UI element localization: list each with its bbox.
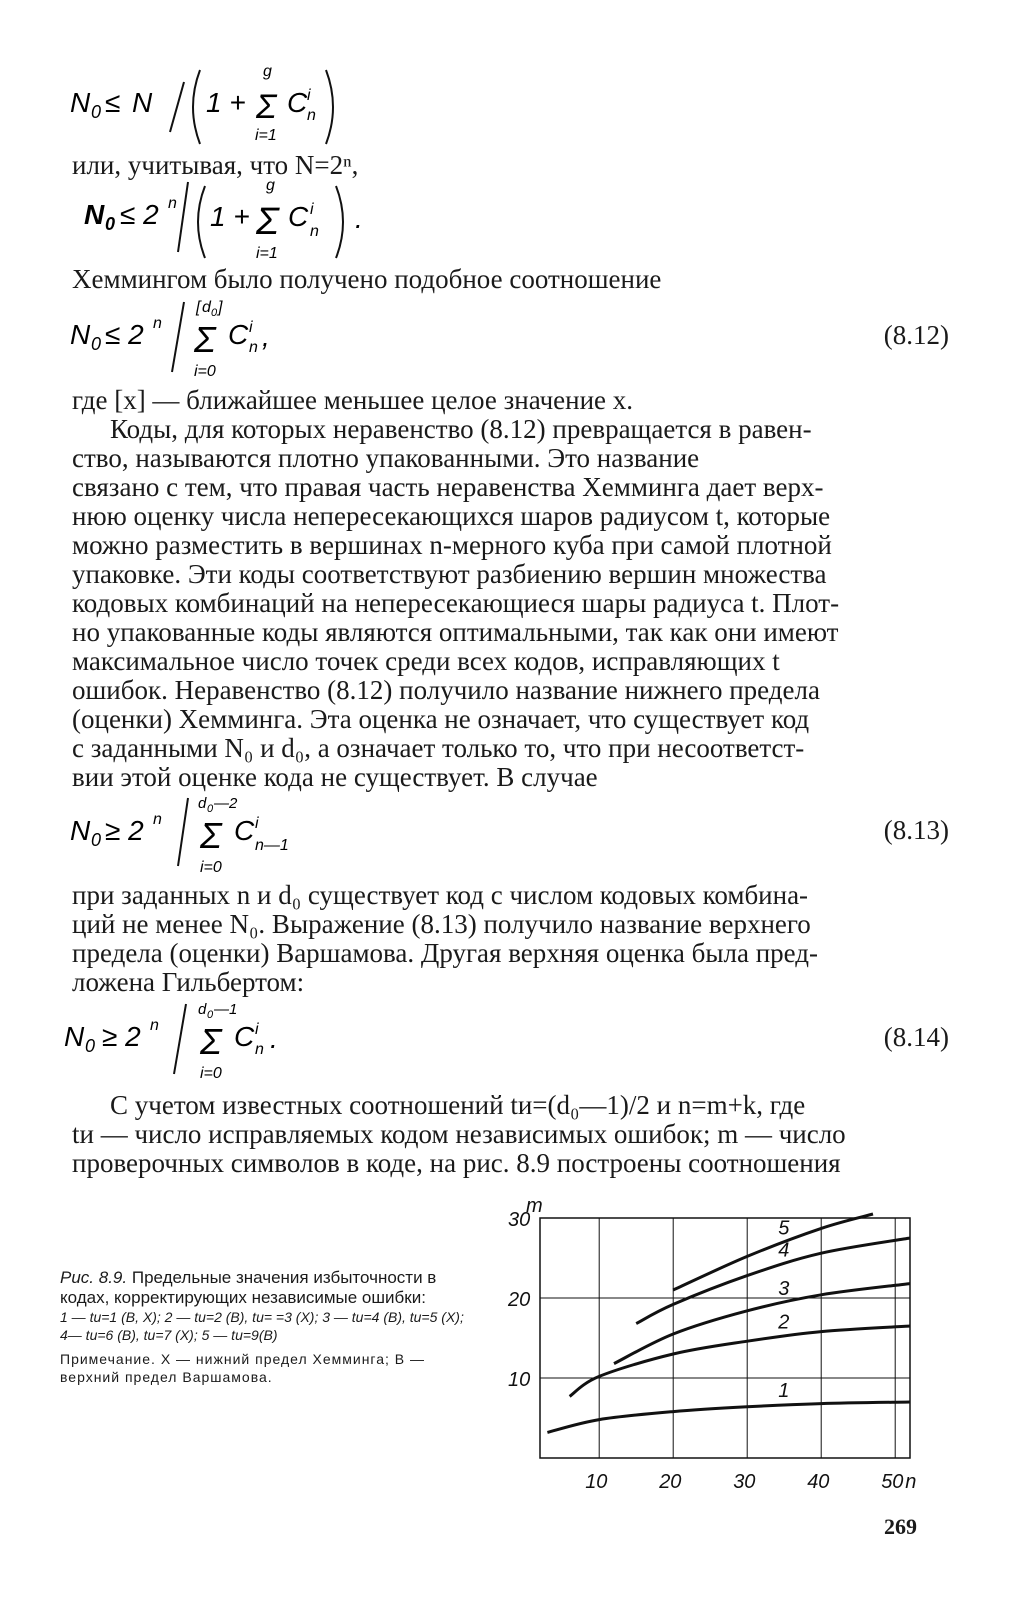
series-label-4: 4 [778, 1239, 790, 1262]
svg-text:—1: —1 [214, 1001, 238, 1018]
svg-text:n: n [249, 339, 258, 356]
series-line-4 [636, 1238, 910, 1324]
formula-5 [60, 996, 380, 1094]
svg-text:[: [ [196, 299, 201, 316]
svg-text:N: N [70, 815, 91, 846]
y-tick-label: 30 [508, 1209, 531, 1231]
svg-text:n: n [310, 223, 319, 240]
svg-text:i=0: i=0 [200, 859, 222, 876]
para1-line: упаковке. Эти коды соответствуют разбиению вершин множества [72, 559, 827, 589]
formula-5-render [60, 996, 380, 1086]
x-tick-label: 20 [659, 1471, 682, 1493]
svg-text:N: N [64, 1021, 85, 1052]
chart-series [547, 1214, 910, 1432]
equation-number-8-13: (8.13) [883, 815, 949, 845]
text-line-3: где [x] — ближайшее меньшее целое значение x. [72, 385, 634, 415]
formula-1 [60, 60, 360, 163]
svg-text:≤ 2: ≤ 2 [120, 199, 159, 230]
para2-line: при заданных n и d₀ существует код с числом кодовых комбина- [72, 880, 809, 910]
svg-text:n: n [153, 315, 162, 332]
svg-text:1 +: 1 + [210, 201, 250, 232]
y-tick-label: 10 [508, 1369, 531, 1391]
svg-text:C: C [234, 815, 255, 846]
svg-text:≥ 2: ≥ 2 [105, 815, 144, 846]
svg-text:i=0: i=0 [200, 1065, 222, 1082]
svg-text:n: n [255, 1041, 264, 1058]
series-label-2: 2 [778, 1311, 790, 1334]
svg-text:g: g [263, 63, 272, 80]
svg-text:C: C [228, 319, 249, 350]
text-line-2: Хеммингом было получено подобное соотношение [72, 264, 662, 294]
para1-line: Коды, для которых неравенство (8.12) превращается в равен- [110, 414, 812, 444]
equation-number-8-12: (8.12) [883, 320, 949, 350]
svg-text:Σ: Σ [256, 201, 279, 243]
svg-text:i=1: i=1 [255, 127, 277, 144]
svg-text:Σ: Σ [256, 88, 277, 126]
para1-line: ошибок. Неравенство (8.12) получило название нижнего предела [72, 675, 820, 705]
svg-text:Σ: Σ [200, 815, 222, 856]
formula-4 [60, 790, 380, 888]
caption-note: Примечание. Х — нижний предел Хемминга; В — верхний предел Варшамова. [60, 1351, 426, 1385]
series-line-1 [547, 1402, 910, 1432]
svg-text:0: 0 [207, 803, 214, 815]
para1-line: ство, называются плотно упакованными. Это название [72, 443, 700, 473]
svg-text:i: i [310, 201, 314, 218]
para1-line: связано с тем, что правая часть неравенства Хемминга дает верх- [72, 472, 824, 502]
svg-text:0: 0 [91, 102, 102, 122]
redundancy-chart [490, 1190, 930, 1500]
svg-text:N: N [70, 319, 91, 350]
svg-text:i: i [249, 319, 253, 336]
para1-line: нюю оценку числа непересекающихся шаров радиусом t, которые [72, 501, 831, 531]
svg-text:N: N [84, 199, 105, 230]
formula-2-render [60, 172, 380, 267]
para3-line: С учетом известных соотношений tи=(d₀—1)/2 и n=m+k, где [110, 1090, 806, 1120]
svg-text:0: 0 [85, 1036, 96, 1056]
svg-text:≤ 2: ≤ 2 [105, 319, 144, 350]
x-tick-label: 40 [807, 1471, 830, 1493]
svg-text:i=0: i=0 [194, 363, 216, 380]
formula-3 [60, 294, 360, 392]
chart-tick-labels [507, 1195, 916, 1493]
para1-line: вии этой оценке кода не существует. В случае [72, 762, 598, 792]
series-line-5 [673, 1214, 873, 1290]
svg-text:i: i [255, 1021, 259, 1038]
svg-text:N: N [70, 87, 91, 118]
svg-text:.: . [270, 1023, 278, 1054]
svg-text:n: n [153, 811, 162, 828]
chart-frame [540, 1218, 910, 1458]
svg-text:0: 0 [207, 1009, 214, 1021]
para1-line: но упакованные коды являются оптимальными, так как они имеют [72, 617, 839, 647]
series-label-5: 5 [778, 1217, 790, 1240]
para1-line: (оценки) Хемминга. Эта оценка не означает, что существует код [72, 704, 810, 734]
svg-text:0: 0 [91, 334, 102, 354]
svg-text:≥ 2: ≥ 2 [102, 1021, 141, 1052]
svg-text:]: ] [218, 299, 223, 316]
caption-title: Рис. 8.9. [60, 1268, 128, 1287]
svg-text:N: N [132, 87, 153, 118]
svg-text:n: n [307, 107, 316, 124]
formula-2 [60, 172, 380, 275]
svg-text:0: 0 [211, 307, 218, 319]
para2-line: ций не менее N₀. Выражение (8.13) получило название верхнего [72, 909, 811, 939]
chart-grid [540, 1218, 910, 1458]
svg-text:,: , [262, 321, 270, 352]
svg-text:Σ: Σ [200, 1021, 222, 1062]
series-label-3: 3 [778, 1277, 790, 1300]
para2-line: ложена Гильбертом: [72, 967, 305, 997]
x-tick-label: 10 [585, 1471, 608, 1493]
series-line-3 [614, 1284, 910, 1364]
caption-legend: 1 — tи=1 (В, Х); 2 — tи=2 (В), tи= =3 (Х); 3 — tи=4 (В), tи=5 (Х); 4— tи=6 (В), tи=7 (Х); 5 — tи=9(В) [60, 1309, 464, 1343]
para1-line: максимальное число точек среди всех кодов, исправляющих t [72, 646, 780, 676]
para1-line: с заданными N₀ и d₀, а означает только то, что при несоответст- [72, 733, 805, 763]
svg-text:d: d [198, 795, 207, 812]
para3-line: tи — число исправляемых кодом независимых ошибок; m — число [72, 1119, 846, 1149]
svg-text:≤: ≤ [105, 87, 121, 118]
text-line-1: или, учитывая, что N=2ⁿ, [72, 150, 359, 180]
svg-text:n: n [168, 195, 177, 212]
svg-text:0: 0 [91, 830, 102, 850]
y-axis-label: m [526, 1195, 543, 1217]
svg-text:d: d [198, 1001, 207, 1018]
svg-text:0: 0 [105, 214, 116, 234]
y-tick-label: 20 [508, 1289, 531, 1311]
x-tick-label: 50 [881, 1471, 904, 1493]
para1-line: кодовых комбинаций на непересекающиеся шары радиуса t. Плот- [72, 588, 840, 618]
x-axis-label: n [905, 1471, 917, 1493]
svg-text:i: i [255, 815, 259, 832]
caption-main [60, 1268, 470, 1308]
svg-text:i: i [307, 87, 311, 104]
page-number: 269 [884, 1514, 917, 1539]
svg-text:n: n [150, 1017, 159, 1034]
para3-line: проверочных символов в коде, на рис. 8.9 построены соотношения [72, 1148, 841, 1178]
equation-number-8-14: (8.14) [883, 1022, 949, 1052]
svg-text:g: g [266, 177, 275, 194]
formula-1-render [60, 60, 360, 155]
svg-text:C: C [288, 201, 309, 232]
svg-text:—2: —2 [214, 795, 238, 812]
para1-line: можно разместить в вершинах n-мерного куба при самой плотной [72, 530, 832, 560]
svg-text:Σ: Σ [194, 319, 216, 360]
formula-3-render [60, 294, 360, 384]
series-label-1: 1 [778, 1380, 790, 1403]
para2-line: предела (оценки) Варшамова. Другая верхняя оценка была пред- [72, 938, 819, 968]
svg-text:C: C [234, 1021, 255, 1052]
svg-text:i=1: i=1 [256, 245, 278, 262]
svg-text:d: d [202, 299, 211, 316]
svg-text:n—1: n—1 [255, 837, 289, 854]
svg-text:1 +: 1 + [206, 87, 246, 118]
formula-4-render [60, 790, 380, 880]
svg-text:C: C [287, 87, 308, 118]
caption-text: Предельные значения избыточности в кодах, корректирующих независимые ошибки: [60, 1268, 437, 1307]
svg-text:.: . [355, 203, 363, 234]
figure-caption [60, 1268, 470, 1386]
x-tick-label: 30 [733, 1471, 756, 1493]
